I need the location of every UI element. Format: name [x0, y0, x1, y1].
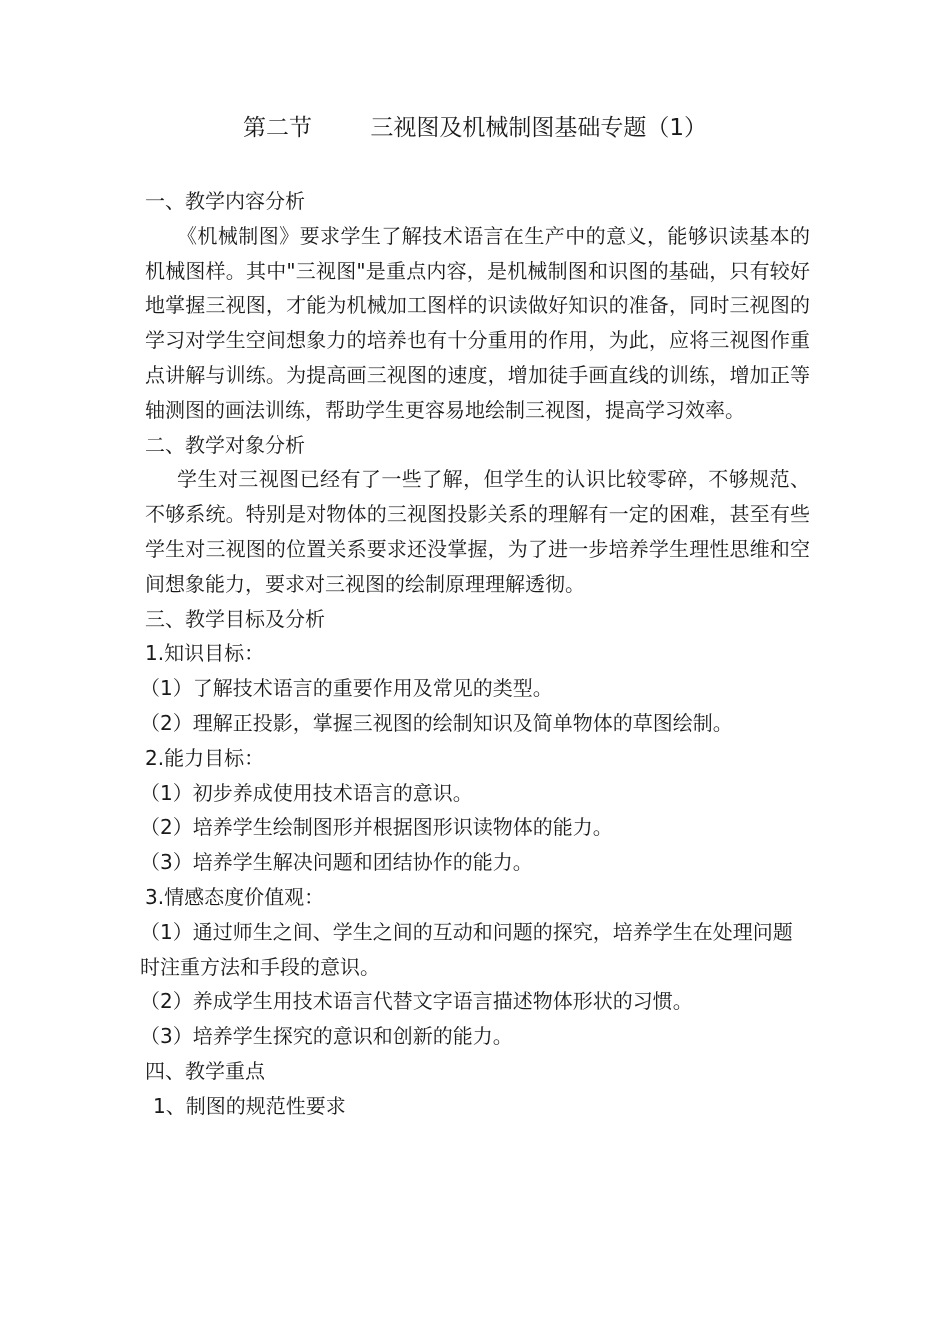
document-title: 第二节 三视图及机械制图基础专题（1）	[242, 115, 708, 141]
list-item: 1、制图的规范性要求	[153, 1093, 346, 1118]
section-paragraph-1: 《机械制图》要求学生了解技术语言在生产中的意义，能够识读基本的机械图样。其中"三视图"是重点内容，是机械制图和识图的基础，只有较好地掌握三视图，才能为机械加工图样的识读做好知识的准备，同时三视图的学习对学生空间想象力的培养也有十分重用的作用，为此，应将三视图作重点讲解与训练。为提高画三视图的速度，增加徒手画直线的训练，增加正等轴测图的画法训练，帮助学生更容易地绘制三视图，提高学习效率。	[145, 223, 810, 422]
list-item: （1）了解技术语言的重要作用及常见的类型。	[140, 676, 553, 701]
section-heading-1: 一、教学内容分析	[145, 189, 305, 213]
ability-goal-label: 2.能力目标：	[145, 745, 265, 770]
section-heading-4: 四、教学重点	[145, 1058, 265, 1083]
list-item: （3）培养学生探究的意识和创新的能力。	[140, 1024, 513, 1049]
section-heading-3: 三、教学目标及分析	[145, 606, 325, 631]
section-paragraph-2: 学生对三视图已经有了一些了解，但学生的认识比较零碎，不够规范、不够系统。特别是对物体的三视图投影关系的理解有一定的困难，甚至有些学生对三视图的位置关系要求还没掌握，为了进一步培养学生理性思维和空间想象能力，要求对三视图的绘制原理理解透彻。	[145, 467, 810, 596]
emotion-goal-label: 3.情感态度价值观：	[145, 884, 325, 909]
knowledge-goal-label: 1.知识目标：	[145, 641, 265, 666]
list-item: （2）养成学生用技术语言代替文字语言描述物体形状的习惯。	[140, 989, 693, 1014]
list-item: （3）培养学生解决问题和团结协作的能力。	[140, 850, 533, 875]
section-heading-2: 二、教学对象分析	[145, 432, 305, 457]
document-body	[140, 184, 810, 1124]
list-item: （1）初步养成使用技术语言的意识。	[140, 780, 473, 805]
list-item: （1）通过师生之间、学生之间的互动和问题的探究，培养学生在处理问题时注重方法和手段的意识。	[140, 919, 793, 979]
list-item: （2）培养学生绘制图形并根据图形识读物体的能力。	[140, 815, 613, 840]
list-item: （2）理解正投影，掌握三视图的绘制知识及简单物体的草图绘制。	[140, 710, 733, 735]
